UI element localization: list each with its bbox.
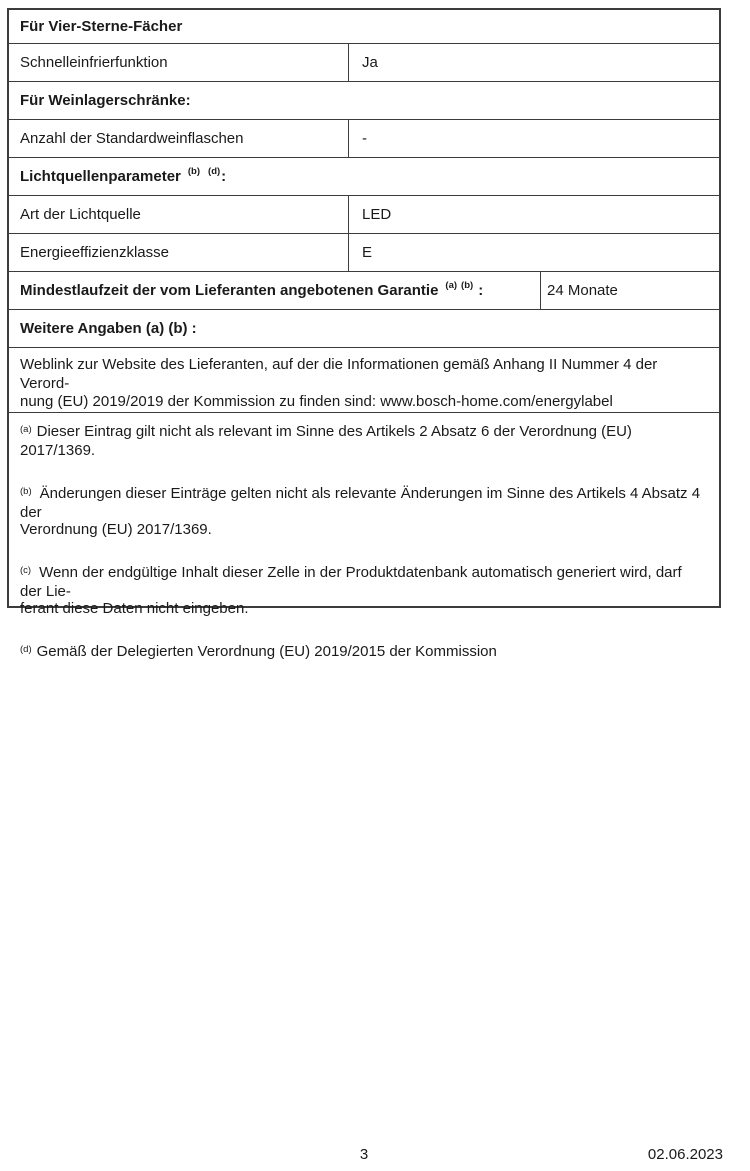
footnote-d — [20, 643, 707, 662]
weblink-line-1: Weblink zur Website des Lieferanten, auf der die Informationen gemäß Anhang II Nummer 4 der Verord- — [20, 356, 658, 392]
section-row-weinlagerschraenke — [9, 81, 719, 119]
footnote-b-text-line-1: Änderungen dieser Einträge gelten nicht als relevante Änderungen im Sinne des Artikels 4 Absatz 4 der — [20, 484, 701, 521]
spec-row-standardweinflaschen — [9, 119, 719, 157]
weblink-row — [9, 347, 719, 412]
garantie-label-colon: : — [478, 281, 484, 299]
spec-value-garantie: 24 Monate — [547, 281, 618, 299]
footnote-c — [20, 564, 707, 617]
footnote-d-text: Gemäß der Delegierten Verordnung (EU) 2019/2015 der Kommission — [36, 642, 497, 660]
section-title-text: Lichtquellenparameter — [20, 167, 181, 185]
spec-value-standardweinflaschen: - — [362, 129, 367, 147]
weblink-text — [9, 348, 719, 412]
spec-label-standardweinflaschen: Anzahl der Standardweinflaschen — [9, 120, 349, 157]
document-date: 02.06.2023 — [647, 1146, 723, 1163]
spec-value-schnelleinfrierfunktion: Ja — [362, 53, 378, 71]
section-row-weitere-angaben — [9, 309, 719, 347]
spec-label-schnelleinfrierfunktion: Schnelleinfrierfunktion — [9, 44, 349, 81]
spec-value-art-der-lichtquelle: LED — [362, 205, 392, 223]
weblink-line-2: nung (EU) 2019/2019 der Kommission zu finden sind: www.bosch-home.com/energylabel — [20, 393, 613, 410]
spec-row-energieeffizienzklasse — [9, 233, 719, 271]
footnote-ref-d: (d) — [208, 165, 221, 177]
page-number: 3 — [359, 1146, 369, 1163]
footnote-a-marker: (a) — [20, 423, 32, 435]
footnote-c-text-line-2: ferant diese Daten nicht eingeben. — [20, 599, 249, 617]
section-title-colon: : — [221, 167, 227, 185]
footnote-c-text-line-1: Wenn der endgültige Inhalt dieser Zelle in der Produktdatenbank automatisch generiert wird, darf der Lie- — [20, 563, 682, 600]
spec-value-energieeffizienzklasse: E — [362, 243, 373, 261]
spec-row-schnelleinfrierfunktion — [9, 43, 719, 81]
footnote-ref-b: (b) — [461, 279, 474, 291]
section-title-weitere-angaben: Weitere Angaben (a) (b) : — [20, 319, 197, 337]
section-title-weinlagerschraenke: Für Weinlagerschränke: — [20, 91, 191, 109]
footnote-a — [20, 423, 707, 459]
spec-row-garantie — [9, 271, 719, 309]
footnote-b — [20, 485, 707, 538]
footnote-ref-b: (b) — [187, 165, 201, 177]
section-title-lichtquellenparameter — [9, 158, 719, 195]
section-title-vier-sterne: Für Vier-Sterne-Fächer — [20, 17, 183, 35]
footnote-d-marker: (d) — [20, 643, 32, 655]
footnotes-block — [9, 413, 719, 660]
footnote-b-text-line-2: Verordnung (EU) 2017/1369. — [20, 520, 212, 538]
footnote-a-text: Dieser Eintrag gilt nicht als relevant im Sinne des Artikels 2 Absatz 6 der Verordnung (EU) 2017/1369. — [20, 422, 632, 459]
garantie-label-text: Mindestlaufzeit der vom Lieferanten angebotenen Garantie — [20, 281, 439, 299]
product-datasheet-table — [7, 8, 721, 660]
spec-label-energieeffizienzklasse: Energieeffizienzklasse — [9, 234, 349, 271]
section-row-vier-sterne-faecher — [9, 10, 719, 43]
footnote-ref-a: (a) — [445, 279, 458, 291]
spec-label-art-der-lichtquelle: Art der Lichtquelle — [9, 196, 349, 233]
section-row-lichtquellenparameter — [9, 157, 719, 195]
spec-row-art-der-lichtquelle — [9, 195, 719, 233]
footnote-b-marker: (b) — [20, 485, 32, 497]
spec-label-garantie — [9, 272, 541, 309]
footnotes-row — [9, 412, 719, 660]
footnote-c-marker: (c) — [20, 564, 32, 576]
